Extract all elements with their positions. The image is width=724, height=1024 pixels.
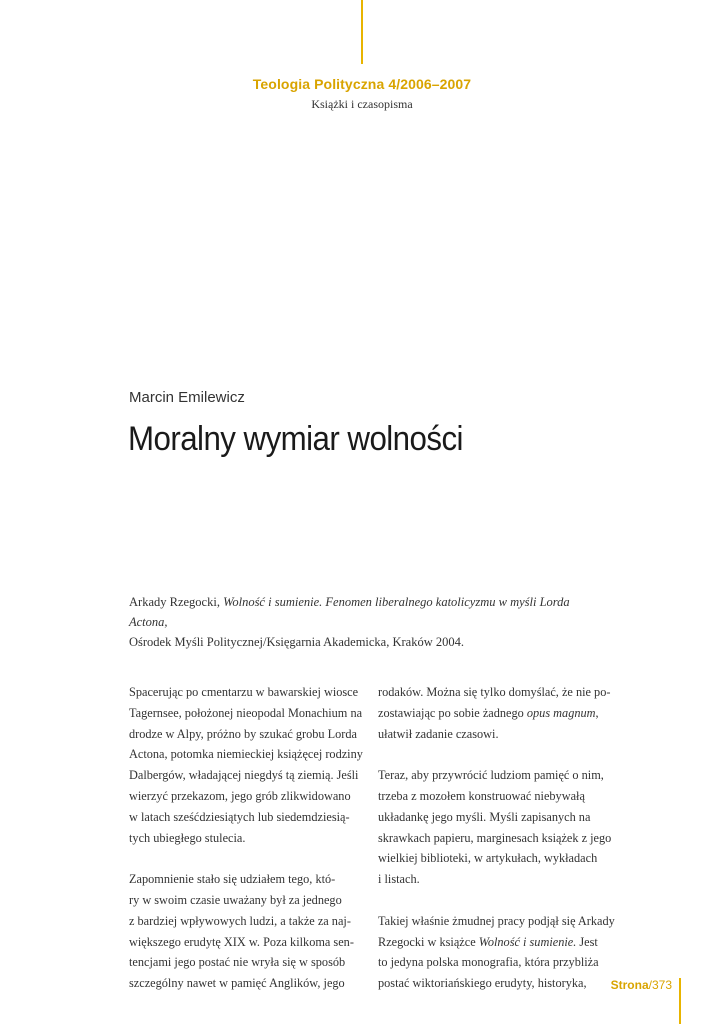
text-line: Dalbergów, władającej niegdyś tą ziemią. Jeśli: [129, 768, 359, 783]
text-line: skrawkach papieru, marginesach książek z jego: [378, 830, 612, 845]
paragraph-gap: [378, 890, 596, 911]
text-line: i listach.: [378, 872, 420, 887]
text-line: [378, 703, 599, 724]
text-line: [378, 932, 596, 953]
text-line: wielkiej biblioteki, w artykułach, wykładach: [378, 851, 598, 866]
body-column-right: [378, 682, 615, 994]
text-line: Spacerując po cmentarzu w bawarskiej wiosce: [129, 685, 359, 699]
journal-header: Teologia Polityczna 4/2006–2007: [252, 76, 472, 92]
text-line: Teraz, aby przywrócić ludziom pamięć o nim,: [378, 768, 604, 783]
text-line: to jedyna polska monografia, która przybliża: [378, 955, 599, 970]
emphasis-text: Wolność i sumienie.: [478, 934, 577, 949]
text-line: większego erudytę XIX w. Poza kilkoma sen-: [129, 934, 354, 949]
text-run: Jest: [576, 934, 598, 949]
text-line: tych ubiegłego stulecia.: [129, 830, 246, 845]
text-line: postać wiktoriańskiego erudyty, historyka,: [378, 976, 587, 991]
biblio-publisher: Ośrodek Myśli Politycznej/Księgarnia Akademicka, Kraków 2004.: [129, 635, 464, 649]
text-line: z bardziej wpływowych ludzi, a także za naj-: [129, 913, 351, 928]
bibliographic-note: [129, 592, 599, 652]
article-author: Marcin Emilewicz: [129, 389, 245, 406]
text-line: w latach sześćdziesiątych lub siedemdziesią-: [129, 809, 350, 824]
footer-label: Strona: [610, 978, 649, 992]
section-name: Książki i czasopisma: [311, 97, 413, 111]
article-title: Moralny wymiar wolności: [128, 420, 463, 458]
text-line: szczególny nawet w pamięć Anglików, jego: [129, 976, 345, 991]
text-line: trzeba z mozołem konstruować niebywałą: [378, 788, 585, 803]
text-line: Actona, potomka niemieckiej książęcej rodziny: [129, 747, 363, 762]
text-run: ,: [595, 705, 599, 720]
text-line: drodze w Alpy, próżno by szukać grobu Lorda: [129, 726, 357, 741]
biblio-book-title: Wolność i sumienie. Fenomen liberalnego katolicyzmu w myśli Lorda Actona,: [129, 595, 570, 629]
text-line: tencjami jego postać nie wryła się w sposób: [129, 955, 346, 970]
page-footer: [611, 978, 672, 992]
top-vertical-rule: [361, 0, 363, 64]
paragraph-gap: [129, 848, 347, 869]
text-line: Takiej właśnie żmudnej pracy podjął się Arkady: [378, 913, 615, 928]
text-line: wierzyć przekazom, jego grób zlikwidowano: [129, 788, 351, 803]
body-column-left: [129, 682, 363, 994]
emphasis-text: opus magnum: [526, 705, 596, 720]
text-run: Rzegocki w książce: [378, 934, 479, 949]
text-line: ułatwił zadanie czasowi.: [378, 726, 499, 741]
text-line: ry w swoim czasie uważany był za jednego: [129, 892, 342, 907]
text-line: Tagernsee, położonej nieopodal Monachium na: [129, 705, 363, 720]
biblio-author: Arkady Rzegocki,: [129, 595, 224, 609]
paragraph-gap: [378, 744, 596, 765]
page-number: 373: [651, 978, 672, 992]
text-line: układankę jego myśli. Myśli zapisanych na: [378, 809, 591, 824]
footer-separator: /: [648, 978, 652, 992]
text-line: Zapomnienie stało się udziałem tego, któ-: [129, 872, 336, 887]
text-line: rodaków. Można się tylko domyślać, że nie po-: [378, 685, 611, 699]
text-run: zostawiając po sobie żadnego: [378, 705, 527, 720]
bottom-vertical-rule: [679, 978, 681, 1024]
